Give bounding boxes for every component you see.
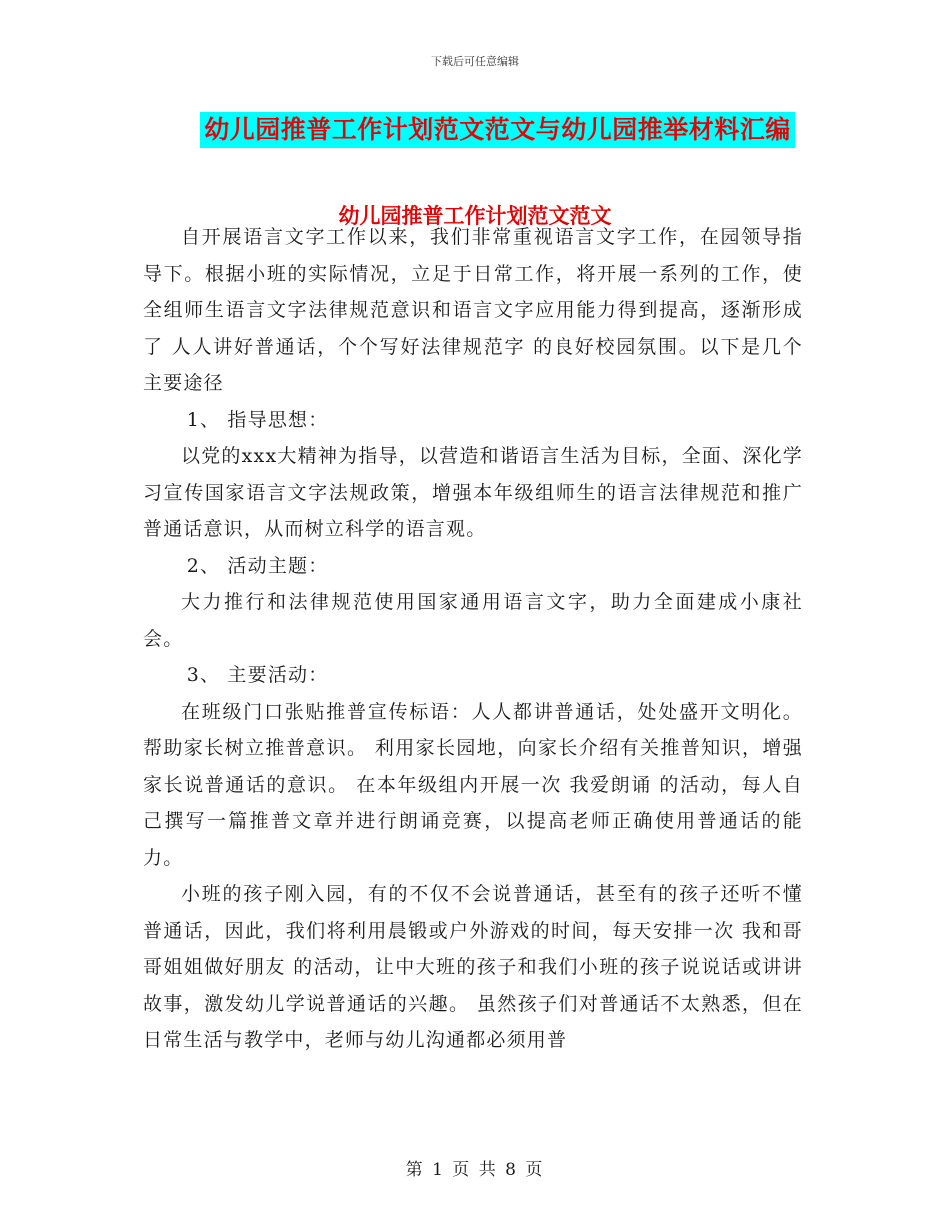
page-number: 第 1 页 共 8 页 [405, 1160, 545, 1180]
heading-main-activities: 3、 主要活动： [186, 664, 329, 686]
paragraph-intro: 自开展语言文字工作以来，我们非常重视语言文字工作，在园领导指导下。根据小班的实际情况，立足于日常工作，将开展一系列的工作，使全组师生语言文字法律规范意识和语言文字应用能力得到提高，逐渐形成了 人人讲好普通话，个个写好法律规范字 的良好校园氛围。以下是几个主要途径 [143, 226, 803, 394]
document-body [143, 219, 803, 1059]
document-main-title: 幼儿园推普工作计划范文范文与幼儿园推举材料汇编 [200, 112, 795, 148]
heading-activity-theme: 2、 活动主题： [186, 554, 329, 577]
section-title: 幼儿园推普工作计划范文范文 [338, 203, 612, 228]
paragraph-activity-theme: 大力推行和法律规范使用国家通用语言文字，助力全面建成小康社会。 [143, 591, 803, 650]
heading-guiding-thought: 1、 指导思想： [186, 408, 329, 431]
paragraph-small-class: 小班的孩子刚入园，有的不仅不会说普通话，甚至有的孩子还听不懂普通话，因此，我们将利用晨锻或户外游戏的时间，每天安排一次 我和哥哥姐姐做好朋友 的活动，让中大班的孩子和我们小班的孩子说说话或讲讲故事，激发幼儿学说普通话的兴趣。 虽然孩子们对普通话不太熟悉，但在日常生活与教学中，老师与幼儿沟通都必须用普 [143, 883, 803, 1051]
page-header-note: 下载后可任意编辑 [431, 55, 519, 68]
paragraph-guiding-thought: 以党的xxx大精神为指导，以营造和谐语言生活为目标，全面、深化学习宣传国家语言文字法规政策，增强本年级组师生的语言法律规范和推广普通话意识，从而树立科学的语言观。 [143, 445, 803, 540]
main-title-container [0, 112, 950, 148]
paragraph-main-activities: 在班级门口张贴推普宣传标语：人人都讲普通话，处处盛开文明化。帮助家长树立推普意识。 利用家长园地，向家长介绍有关推普知识，增强家长说普通话的意识。 在本年级组内开展一次 我爱朗诵 的活动，每人自己撰写一篇推普文章并进行朗诵竞赛，以提高老师正确使用普通话的能力。 [143, 700, 803, 869]
